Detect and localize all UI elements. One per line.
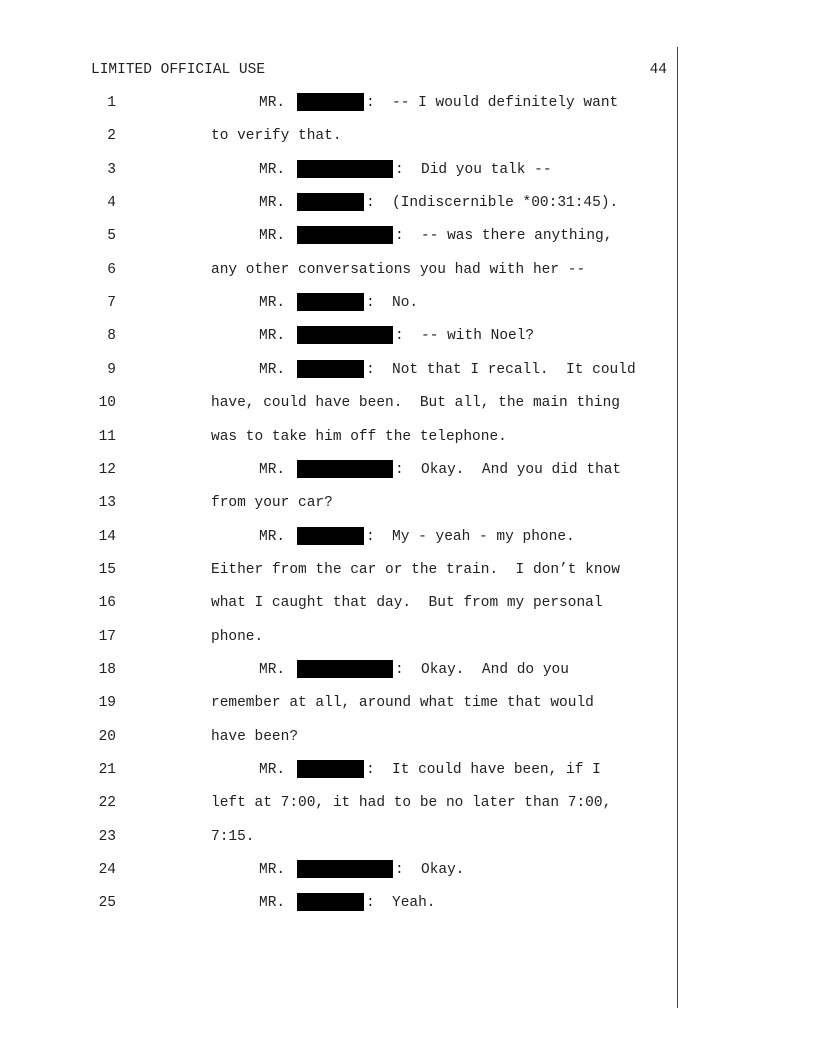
transcript-line bbox=[0, 793, 816, 817]
speaker-title: MR. bbox=[259, 328, 286, 345]
transcript-line bbox=[0, 560, 816, 584]
speech-text: to verify that. bbox=[211, 128, 342, 145]
speaker-title: MR. bbox=[259, 528, 286, 545]
transcript-line bbox=[0, 693, 816, 717]
line-number: 16 bbox=[98, 595, 116, 612]
speech-text: have, could have been. But all, the main thing bbox=[211, 395, 620, 412]
speech-text: any other conversations you had with her -- bbox=[211, 261, 586, 278]
transcript-line bbox=[0, 860, 816, 884]
redaction-bar bbox=[297, 360, 364, 378]
transcript-line bbox=[0, 760, 816, 784]
transcript-line bbox=[0, 360, 816, 384]
transcript-line bbox=[0, 827, 816, 851]
speech-text: Either from the car or the train. I don’t know bbox=[211, 561, 620, 578]
transcript-line bbox=[0, 593, 816, 617]
line-number: 7 bbox=[107, 295, 116, 312]
speech-text: -- was there anything, bbox=[421, 228, 613, 245]
speech-text: 7:15. bbox=[211, 828, 255, 845]
speaker-colon: : bbox=[366, 528, 375, 545]
line-number: 25 bbox=[98, 895, 116, 912]
speech-text: -- with Noel? bbox=[421, 328, 535, 345]
speaker-title: MR. bbox=[259, 161, 286, 178]
speech-text: (Indiscernible *00:31:45). bbox=[392, 195, 619, 212]
speaker-colon: : bbox=[395, 328, 404, 345]
line-number: 24 bbox=[98, 862, 116, 879]
line-number: 21 bbox=[98, 762, 116, 778]
transcript-line bbox=[0, 326, 816, 350]
speech-text: Okay. And you did that bbox=[421, 461, 622, 478]
speech-text: Not that I recall. It could bbox=[392, 361, 636, 378]
speaker-title: MR. bbox=[259, 862, 286, 879]
speech-text: My - yeah - my phone. bbox=[392, 528, 575, 545]
line-number: 4 bbox=[107, 195, 116, 212]
line-number: 3 bbox=[107, 161, 116, 178]
redaction-bar bbox=[297, 460, 393, 478]
line-number: 15 bbox=[98, 561, 116, 578]
speaker-colon: : bbox=[395, 228, 404, 245]
transcript-line bbox=[0, 893, 816, 917]
line-number: 20 bbox=[98, 728, 116, 745]
transcript-line bbox=[0, 393, 816, 417]
line-number: 8 bbox=[107, 328, 116, 345]
line-number: 17 bbox=[98, 628, 116, 645]
line-number: 18 bbox=[98, 661, 116, 678]
speech-text: phone. bbox=[211, 628, 264, 645]
speaker-colon: : bbox=[366, 895, 375, 912]
speech-text: from your car? bbox=[211, 495, 333, 512]
transcript-line bbox=[0, 427, 816, 451]
redaction-bar bbox=[297, 760, 364, 778]
speaker-title: MR. bbox=[259, 361, 286, 378]
speech-text: was to take him off the telephone. bbox=[211, 428, 507, 445]
redaction-bar bbox=[297, 660, 393, 678]
speech-text: have been? bbox=[211, 728, 299, 745]
transcript-line bbox=[0, 193, 816, 217]
transcript-line bbox=[0, 460, 816, 484]
page-header-classification: LIMITED OFFICIAL USE bbox=[91, 62, 266, 78]
speech-text: Okay. bbox=[421, 862, 465, 879]
speaker-colon: : bbox=[366, 295, 375, 312]
speech-text: No. bbox=[392, 295, 419, 312]
speech-text: Yeah. bbox=[392, 895, 436, 912]
redaction-bar bbox=[297, 527, 364, 545]
speech-text: -- I would definitely want bbox=[392, 95, 619, 111]
speaker-colon: : bbox=[395, 862, 404, 879]
line-number: 23 bbox=[98, 828, 116, 845]
speaker-colon: : bbox=[366, 361, 375, 378]
speaker-colon: : bbox=[395, 161, 404, 178]
line-number: 14 bbox=[98, 528, 116, 545]
transcript-line bbox=[0, 260, 816, 284]
speaker-title: MR. bbox=[259, 762, 286, 778]
speech-text: Okay. And do you bbox=[421, 661, 569, 678]
line-number: 9 bbox=[107, 361, 116, 378]
line-number: 6 bbox=[107, 261, 116, 278]
speech-text: It could have been, if I bbox=[392, 762, 601, 778]
speaker-title: MR. bbox=[259, 295, 286, 312]
line-number: 12 bbox=[98, 461, 116, 478]
speech-text: remember at all, around what time that would bbox=[211, 695, 594, 712]
line-number: 19 bbox=[98, 695, 116, 712]
transcript-line bbox=[0, 660, 816, 684]
line-number: 1 bbox=[107, 95, 116, 111]
speaker-title: MR. bbox=[259, 228, 286, 245]
speaker-title: MR. bbox=[259, 95, 286, 111]
redaction-bar bbox=[297, 193, 364, 211]
redaction-bar bbox=[297, 160, 393, 178]
redaction-bar bbox=[297, 226, 393, 244]
redaction-bar bbox=[297, 93, 364, 111]
redaction-bar bbox=[297, 860, 393, 878]
transcript-line bbox=[0, 627, 816, 651]
speech-text: Did you talk -- bbox=[421, 161, 552, 178]
speaker-title: MR. bbox=[259, 895, 286, 912]
speaker-title: MR. bbox=[259, 461, 286, 478]
line-number: 2 bbox=[107, 128, 116, 145]
line-number: 10 bbox=[98, 395, 116, 412]
speaker-colon: : bbox=[366, 195, 375, 212]
transcript-line bbox=[0, 493, 816, 517]
speaker-colon: : bbox=[395, 461, 404, 478]
line-number: 22 bbox=[98, 795, 116, 812]
line-number: 5 bbox=[107, 228, 116, 245]
speaker-title: MR. bbox=[259, 195, 286, 212]
redaction-bar bbox=[297, 326, 393, 344]
redaction-bar bbox=[297, 893, 364, 911]
speaker-title: MR. bbox=[259, 661, 286, 678]
redaction-bar bbox=[297, 293, 364, 311]
speaker-colon: : bbox=[366, 95, 375, 111]
transcript-line bbox=[0, 293, 816, 317]
page-number: 44 bbox=[649, 62, 667, 78]
transcript-line bbox=[0, 126, 816, 150]
transcript-line bbox=[0, 527, 816, 551]
line-number: 13 bbox=[98, 495, 116, 512]
transcript-line bbox=[0, 727, 816, 751]
speaker-colon: : bbox=[395, 661, 404, 678]
speech-text: left at 7:00, it had to be no later than 7:00, bbox=[211, 795, 612, 812]
speaker-colon: : bbox=[366, 762, 375, 778]
line-number: 11 bbox=[98, 428, 116, 445]
transcript-line bbox=[0, 226, 816, 250]
transcript-line bbox=[0, 93, 816, 117]
transcript-line bbox=[0, 160, 816, 184]
speech-text: what I caught that day. But from my personal bbox=[211, 595, 603, 612]
